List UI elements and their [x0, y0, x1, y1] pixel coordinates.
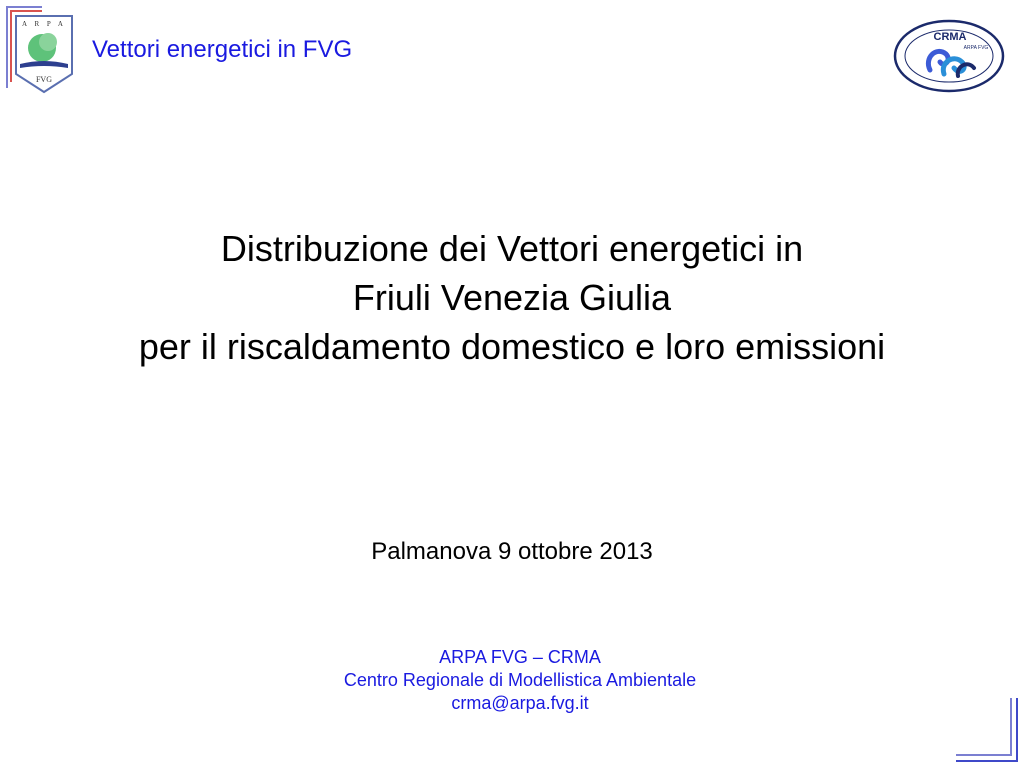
arpa-shield-icon — [14, 14, 74, 94]
svg-text:FVG: FVG — [35, 75, 53, 84]
crma-logo — [892, 18, 1006, 94]
crma-wave-icon — [892, 18, 1006, 94]
svg-text:A R P A: A R P A — [22, 20, 66, 28]
header-title: Vettori energetici in FVG — [92, 36, 353, 63]
title-line-2: Friuli Venezia Giulia — [352, 277, 672, 318]
contact-center: Centro Regionale di Modellistica Ambientale — [343, 670, 697, 690]
contact-email[interactable]: crma@arpa.fvg.it — [451, 693, 589, 713]
svg-text:ARPA FVG: ARPA FVG — [963, 45, 989, 51]
svg-text:CRMA: CRMA — [933, 31, 967, 43]
main-title — [0, 224, 1024, 371]
date-line: Palmanova 9 ottobre 2013 — [371, 538, 653, 565]
title-line-1: Distribuzione dei Vettori energetici in — [220, 228, 804, 269]
contact-org: ARPA FVG – CRMA — [439, 647, 601, 667]
contact-block — [0, 646, 1024, 715]
title-line-3: per il riscaldamento domestico e loro emissioni — [138, 326, 886, 367]
arpa-logo — [14, 14, 74, 94]
